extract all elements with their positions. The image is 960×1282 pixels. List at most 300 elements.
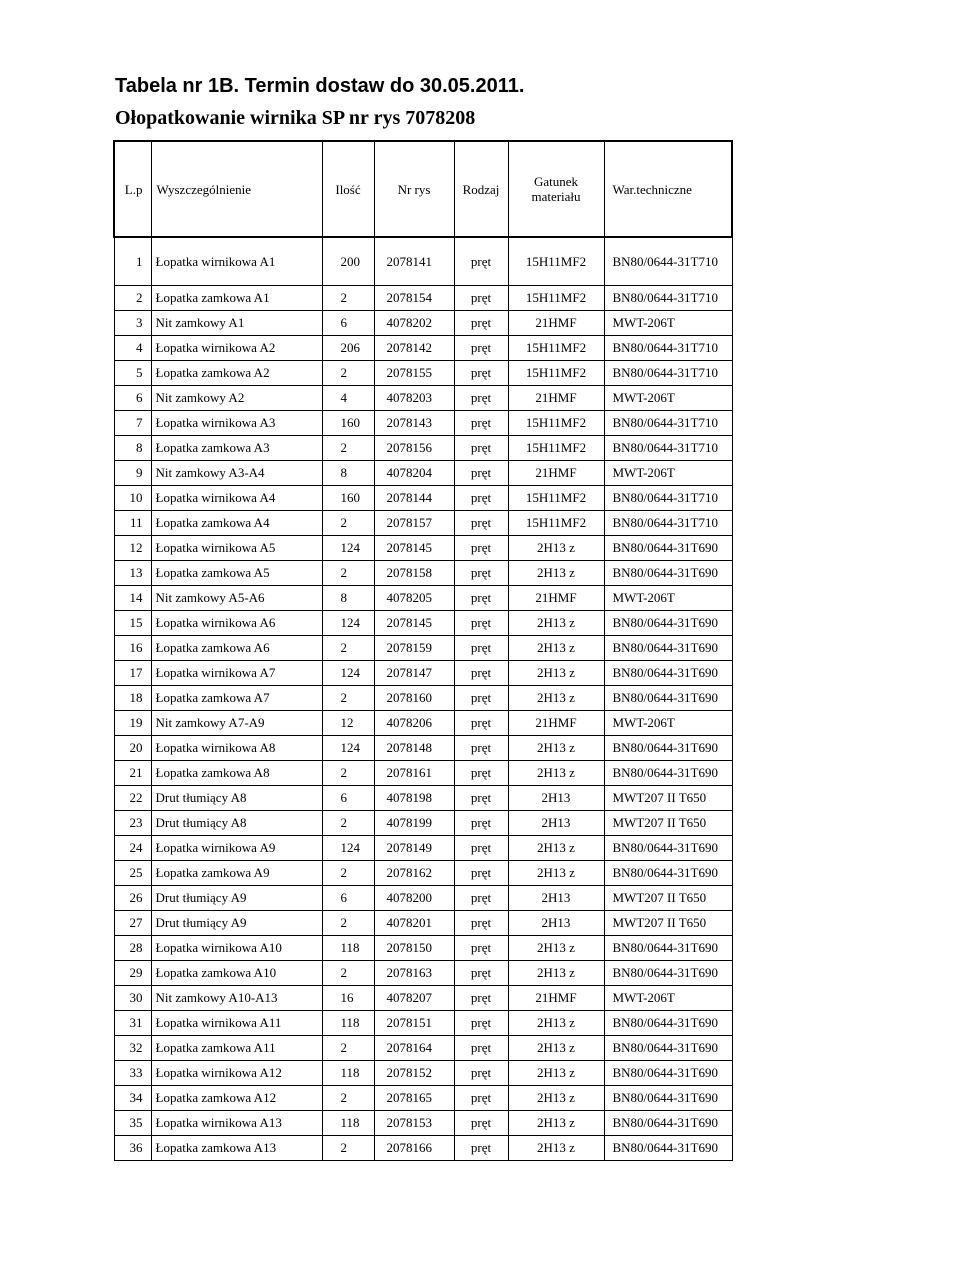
- cell-war: MWT-206T: [604, 711, 732, 736]
- cell-war: BN80/0644-31T690: [604, 961, 732, 986]
- cell-qty: 2: [322, 761, 374, 786]
- cell-name: Nit zamkowy A10-A13: [151, 986, 322, 1011]
- cell-lp: 10: [114, 486, 151, 511]
- table-row: [114, 961, 732, 986]
- cell-nr: 2078151: [374, 1011, 454, 1036]
- parts-table: [113, 140, 733, 1161]
- cell-lp: 36: [114, 1136, 151, 1161]
- cell-gatunek: 2H13: [508, 911, 604, 936]
- header-gatunek-line1: Gatunek: [533, 174, 579, 189]
- cell-gatunek: 2H13 z: [508, 936, 604, 961]
- cell-qty: 160: [322, 486, 374, 511]
- cell-gatunek: 2H13: [508, 811, 604, 836]
- cell-nr: 2078159: [374, 636, 454, 661]
- table-row: [114, 886, 732, 911]
- header-name: Wyszczególnienie: [151, 141, 322, 237]
- cell-war: BN80/0644-31T690: [604, 1011, 732, 1036]
- table-row: [114, 311, 732, 336]
- cell-war: BN80/0644-31T710: [604, 486, 732, 511]
- cell-nr: 2078145: [374, 536, 454, 561]
- cell-nr: 4078207: [374, 986, 454, 1011]
- cell-lp: 34: [114, 1086, 151, 1111]
- cell-rodzaj: pręt: [454, 836, 508, 861]
- cell-gatunek: 2H13 z: [508, 1111, 604, 1136]
- cell-nr: 2078158: [374, 561, 454, 586]
- cell-rodzaj: pręt: [454, 686, 508, 711]
- cell-nr: 4078202: [374, 311, 454, 336]
- table-header-row: [114, 141, 732, 237]
- cell-name: Drut tłumiący A8: [151, 786, 322, 811]
- cell-rodzaj: pręt: [454, 1011, 508, 1036]
- cell-lp: 5: [114, 361, 151, 386]
- cell-name: Łopatka wirnikowa A10: [151, 936, 322, 961]
- table-row: [114, 686, 732, 711]
- cell-lp: 28: [114, 936, 151, 961]
- table-row: [114, 611, 732, 636]
- cell-rodzaj: pręt: [454, 886, 508, 911]
- cell-lp: 13: [114, 561, 151, 586]
- cell-qty: 2: [322, 1136, 374, 1161]
- cell-qty: 200: [322, 237, 374, 286]
- cell-lp: 27: [114, 911, 151, 936]
- cell-rodzaj: pręt: [454, 586, 508, 611]
- cell-rodzaj: pręt: [454, 761, 508, 786]
- cell-rodzaj: pręt: [454, 461, 508, 486]
- table-row: [114, 861, 732, 886]
- cell-name: Łopatka wirnikowa A5: [151, 536, 322, 561]
- cell-qty: 206: [322, 336, 374, 361]
- cell-war: MWT-206T: [604, 461, 732, 486]
- cell-gatunek: 2H13 z: [508, 1036, 604, 1061]
- cell-rodzaj: pręt: [454, 786, 508, 811]
- cell-rodzaj: pręt: [454, 361, 508, 386]
- cell-gatunek: 15H11MF2: [508, 511, 604, 536]
- cell-lp: 3: [114, 311, 151, 336]
- cell-lp: 29: [114, 961, 151, 986]
- cell-gatunek: 21HMF: [508, 711, 604, 736]
- cell-nr: 4078206: [374, 711, 454, 736]
- cell-name: Łopatka zamkowa A7: [151, 686, 322, 711]
- cell-lp: 19: [114, 711, 151, 736]
- cell-lp: 8: [114, 436, 151, 461]
- cell-name: Łopatka zamkowa A6: [151, 636, 322, 661]
- cell-rodzaj: pręt: [454, 237, 508, 286]
- cell-nr: 2078160: [374, 686, 454, 711]
- cell-gatunek: 15H11MF2: [508, 411, 604, 436]
- cell-name: Drut tłumiący A8: [151, 811, 322, 836]
- cell-lp: 25: [114, 861, 151, 886]
- cell-qty: 118: [322, 936, 374, 961]
- cell-war: MWT-206T: [604, 386, 732, 411]
- cell-qty: 6: [322, 786, 374, 811]
- cell-qty: 124: [322, 661, 374, 686]
- cell-nr: 2078150: [374, 936, 454, 961]
- cell-qty: 2: [322, 511, 374, 536]
- cell-qty: 2: [322, 686, 374, 711]
- document-title: Tabela nr 1B. Termin dostaw do 30.05.2011.: [115, 75, 525, 97]
- table-row: [114, 436, 732, 461]
- cell-rodzaj: pręt: [454, 411, 508, 436]
- cell-qty: 2: [322, 811, 374, 836]
- cell-nr: 4078204: [374, 461, 454, 486]
- cell-nr: 2078141: [374, 237, 454, 286]
- header-lp: L.p: [114, 141, 151, 237]
- cell-war: BN80/0644-31T690: [604, 1036, 732, 1061]
- table-row: [114, 736, 732, 761]
- document-subtitle: Ołopatkowanie wirnika SP nr rys 7078208: [115, 107, 476, 129]
- cell-name: Łopatka zamkowa A5: [151, 561, 322, 586]
- cell-war: BN80/0644-31T690: [604, 686, 732, 711]
- cell-qty: 2: [322, 861, 374, 886]
- cell-name: Nit zamkowy A5-A6: [151, 586, 322, 611]
- cell-qty: 118: [322, 1111, 374, 1136]
- cell-gatunek: 2H13 z: [508, 661, 604, 686]
- table-row: [114, 711, 732, 736]
- cell-gatunek: 2H13 z: [508, 1011, 604, 1036]
- cell-lp: 15: [114, 611, 151, 636]
- cell-war: BN80/0644-31T690: [604, 1061, 732, 1086]
- cell-lp: 35: [114, 1111, 151, 1136]
- cell-nr: 2078152: [374, 1061, 454, 1086]
- cell-qty: 6: [322, 311, 374, 336]
- cell-gatunek: 15H11MF2: [508, 436, 604, 461]
- cell-name: Łopatka wirnikowa A11: [151, 1011, 322, 1036]
- cell-war: BN80/0644-31T710: [604, 237, 732, 286]
- cell-name: Łopatka zamkowa A3: [151, 436, 322, 461]
- cell-qty: 124: [322, 536, 374, 561]
- cell-lp: 17: [114, 661, 151, 686]
- cell-qty: 12: [322, 711, 374, 736]
- cell-rodzaj: pręt: [454, 636, 508, 661]
- cell-gatunek: 15H11MF2: [508, 361, 604, 386]
- cell-nr: 2078155: [374, 361, 454, 386]
- cell-qty: 2: [322, 286, 374, 311]
- cell-name: Łopatka wirnikowa A8: [151, 736, 322, 761]
- cell-qty: 118: [322, 1011, 374, 1036]
- cell-lp: 22: [114, 786, 151, 811]
- cell-name: Łopatka wirnikowa A4: [151, 486, 322, 511]
- table-row: [114, 1136, 732, 1161]
- cell-name: Łopatka wirnikowa A3: [151, 411, 322, 436]
- table-row: [114, 336, 732, 361]
- cell-gatunek: 2H13 z: [508, 1086, 604, 1111]
- cell-rodzaj: pręt: [454, 286, 508, 311]
- cell-qty: 8: [322, 461, 374, 486]
- cell-qty: 160: [322, 411, 374, 436]
- cell-gatunek: 21HMF: [508, 586, 604, 611]
- cell-lp: 2: [114, 286, 151, 311]
- cell-war: BN80/0644-31T690: [604, 736, 732, 761]
- cell-gatunek: 2H13: [508, 886, 604, 911]
- cell-rodzaj: pręt: [454, 911, 508, 936]
- cell-war: MWT207 II T650: [604, 811, 732, 836]
- table-row: [114, 1111, 732, 1136]
- table-row: [114, 361, 732, 386]
- cell-rodzaj: pręt: [454, 336, 508, 361]
- cell-qty: 118: [322, 1061, 374, 1086]
- cell-lp: 23: [114, 811, 151, 836]
- cell-gatunek: 15H11MF2: [508, 286, 604, 311]
- cell-rodzaj: pręt: [454, 661, 508, 686]
- table-row: [114, 636, 732, 661]
- cell-name: Nit zamkowy A1: [151, 311, 322, 336]
- cell-lp: 7: [114, 411, 151, 436]
- cell-war: BN80/0644-31T690: [604, 661, 732, 686]
- cell-gatunek: 2H13 z: [508, 636, 604, 661]
- cell-name: Łopatka wirnikowa A12: [151, 1061, 322, 1086]
- table-row: [114, 661, 732, 686]
- cell-name: Drut tłumiący A9: [151, 911, 322, 936]
- cell-nr: 2078145: [374, 611, 454, 636]
- cell-gatunek: 2H13: [508, 786, 604, 811]
- cell-qty: 6: [322, 886, 374, 911]
- cell-gatunek: 15H11MF2: [508, 336, 604, 361]
- cell-war: BN80/0644-31T710: [604, 411, 732, 436]
- table-row: [114, 986, 732, 1011]
- cell-war: BN80/0644-31T690: [604, 836, 732, 861]
- cell-rodzaj: pręt: [454, 1061, 508, 1086]
- cell-name: Nit zamkowy A7-A9: [151, 711, 322, 736]
- table-row: [114, 786, 732, 811]
- cell-nr: 4078198: [374, 786, 454, 811]
- table-row: [114, 561, 732, 586]
- table-row: [114, 811, 732, 836]
- table-row: [114, 836, 732, 861]
- cell-lp: 32: [114, 1036, 151, 1061]
- cell-lp: 16: [114, 636, 151, 661]
- cell-war: BN80/0644-31T710: [604, 336, 732, 361]
- table-row: [114, 386, 732, 411]
- cell-lp: 30: [114, 986, 151, 1011]
- cell-war: BN80/0644-31T690: [604, 761, 732, 786]
- cell-rodzaj: pręt: [454, 861, 508, 886]
- cell-name: Łopatka wirnikowa A9: [151, 836, 322, 861]
- cell-war: BN80/0644-31T690: [604, 536, 732, 561]
- cell-nr: 4078203: [374, 386, 454, 411]
- cell-war: BN80/0644-31T710: [604, 511, 732, 536]
- table-row: [114, 1061, 732, 1086]
- cell-gatunek: 2H13 z: [508, 961, 604, 986]
- cell-nr: 4078205: [374, 586, 454, 611]
- cell-lp: 26: [114, 886, 151, 911]
- table-row: [114, 536, 732, 561]
- cell-qty: 8: [322, 586, 374, 611]
- cell-gatunek: 2H13 z: [508, 736, 604, 761]
- cell-qty: 2: [322, 961, 374, 986]
- cell-rodzaj: pręt: [454, 1136, 508, 1161]
- header-rodzaj: Rodzaj: [454, 141, 508, 237]
- cell-nr: 2078166: [374, 1136, 454, 1161]
- cell-war: BN80/0644-31T690: [604, 561, 732, 586]
- cell-gatunek: 2H13 z: [508, 536, 604, 561]
- cell-war: MWT207 II T650: [604, 886, 732, 911]
- cell-lp: 33: [114, 1061, 151, 1086]
- cell-gatunek: 2H13 z: [508, 1061, 604, 1086]
- cell-nr: 2078164: [374, 1036, 454, 1061]
- cell-lp: 24: [114, 836, 151, 861]
- table-row: [114, 461, 732, 486]
- cell-lp: 4: [114, 336, 151, 361]
- table-body: [114, 237, 732, 1161]
- cell-qty: 2: [322, 436, 374, 461]
- cell-nr: 2078142: [374, 336, 454, 361]
- cell-name: Łopatka wirnikowa A2: [151, 336, 322, 361]
- cell-qty: 124: [322, 736, 374, 761]
- cell-rodzaj: pręt: [454, 1086, 508, 1111]
- cell-rodzaj: pręt: [454, 311, 508, 336]
- table-row: [114, 411, 732, 436]
- cell-nr: 2078156: [374, 436, 454, 461]
- cell-rodzaj: pręt: [454, 436, 508, 461]
- cell-war: MWT207 II T650: [604, 786, 732, 811]
- table-row: [114, 586, 732, 611]
- cell-war: BN80/0644-31T690: [604, 1111, 732, 1136]
- cell-gatunek: 21HMF: [508, 311, 604, 336]
- cell-name: Łopatka zamkowa A9: [151, 861, 322, 886]
- cell-lp: 9: [114, 461, 151, 486]
- cell-war: BN80/0644-31T690: [604, 1086, 732, 1111]
- cell-name: Łopatka wirnikowa A7: [151, 661, 322, 686]
- table-row: [114, 1011, 732, 1036]
- table-row: [114, 1036, 732, 1061]
- header-nr: Nr rys: [374, 141, 454, 237]
- cell-name: Łopatka wirnikowa A13: [151, 1111, 322, 1136]
- cell-rodzaj: pręt: [454, 986, 508, 1011]
- cell-gatunek: 21HMF: [508, 386, 604, 411]
- cell-gatunek: 2H13 z: [508, 611, 604, 636]
- cell-name: Łopatka zamkowa A8: [151, 761, 322, 786]
- cell-nr: 4078199: [374, 811, 454, 836]
- cell-qty: 2: [322, 911, 374, 936]
- cell-war: MWT-206T: [604, 986, 732, 1011]
- cell-gatunek: 21HMF: [508, 461, 604, 486]
- cell-qty: 2: [322, 1086, 374, 1111]
- table-row: [114, 511, 732, 536]
- cell-nr: 2078153: [374, 1111, 454, 1136]
- cell-rodzaj: pręt: [454, 1036, 508, 1061]
- cell-nr: 2078162: [374, 861, 454, 886]
- cell-war: MWT-206T: [604, 586, 732, 611]
- cell-name: Łopatka zamkowa A1: [151, 286, 322, 311]
- header-gatunek: [508, 141, 604, 237]
- cell-war: MWT207 II T650: [604, 911, 732, 936]
- cell-war: BN80/0644-31T690: [604, 636, 732, 661]
- header-gatunek-line2: materiału: [531, 189, 581, 204]
- cell-nr: 2078154: [374, 286, 454, 311]
- table-row: [114, 237, 732, 286]
- cell-gatunek: 2H13 z: [508, 836, 604, 861]
- table-row: [114, 286, 732, 311]
- table-row: [114, 936, 732, 961]
- cell-nr: 2078144: [374, 486, 454, 511]
- cell-name: Łopatka wirnikowa A6: [151, 611, 322, 636]
- cell-name: Drut tłumiący A9: [151, 886, 322, 911]
- cell-gatunek: 2H13 z: [508, 1136, 604, 1161]
- cell-name: Łopatka zamkowa A4: [151, 511, 322, 536]
- cell-gatunek: 2H13 z: [508, 686, 604, 711]
- table-row: [114, 1086, 732, 1111]
- cell-gatunek: 15H11MF2: [508, 237, 604, 286]
- cell-qty: 2: [322, 636, 374, 661]
- cell-nr: 2078147: [374, 661, 454, 686]
- cell-name: Nit zamkowy A3-A4: [151, 461, 322, 486]
- cell-war: BN80/0644-31T690: [604, 861, 732, 886]
- cell-war: MWT-206T: [604, 311, 732, 336]
- header-qty: Ilość: [322, 141, 374, 237]
- table-row: [114, 911, 732, 936]
- cell-rodzaj: pręt: [454, 511, 508, 536]
- cell-name: Łopatka zamkowa A2: [151, 361, 322, 386]
- cell-war: BN80/0644-31T710: [604, 436, 732, 461]
- cell-qty: 2: [322, 361, 374, 386]
- cell-nr: 4078200: [374, 886, 454, 911]
- cell-name: Łopatka zamkowa A13: [151, 1136, 322, 1161]
- cell-nr: 2078165: [374, 1086, 454, 1111]
- cell-name: Łopatka zamkowa A11: [151, 1036, 322, 1061]
- cell-nr: 2078163: [374, 961, 454, 986]
- cell-war: BN80/0644-31T710: [604, 286, 732, 311]
- cell-qty: 4: [322, 386, 374, 411]
- table-row: [114, 761, 732, 786]
- cell-rodzaj: pręt: [454, 486, 508, 511]
- cell-rodzaj: pręt: [454, 1111, 508, 1136]
- cell-nr: 2078157: [374, 511, 454, 536]
- cell-gatunek: 21HMF: [508, 986, 604, 1011]
- cell-war: BN80/0644-31T690: [604, 611, 732, 636]
- cell-rodzaj: pręt: [454, 711, 508, 736]
- cell-lp: 6: [114, 386, 151, 411]
- cell-gatunek: 2H13 z: [508, 761, 604, 786]
- cell-gatunek: 2H13 z: [508, 561, 604, 586]
- cell-war: BN80/0644-31T690: [604, 1136, 732, 1161]
- cell-rodzaj: pręt: [454, 561, 508, 586]
- cell-qty: 124: [322, 836, 374, 861]
- header-war: War.techniczne: [604, 141, 732, 237]
- cell-qty: 124: [322, 611, 374, 636]
- cell-nr: 2078161: [374, 761, 454, 786]
- cell-war: BN80/0644-31T690: [604, 936, 732, 961]
- cell-gatunek: 2H13 z: [508, 861, 604, 886]
- cell-rodzaj: pręt: [454, 936, 508, 961]
- cell-lp: 20: [114, 736, 151, 761]
- cell-rodzaj: pręt: [454, 811, 508, 836]
- cell-qty: 2: [322, 561, 374, 586]
- cell-lp: 18: [114, 686, 151, 711]
- cell-nr: 2078149: [374, 836, 454, 861]
- cell-name: Nit zamkowy A2: [151, 386, 322, 411]
- cell-lp: 14: [114, 586, 151, 611]
- cell-lp: 11: [114, 511, 151, 536]
- cell-name: Łopatka zamkowa A10: [151, 961, 322, 986]
- table-row: [114, 486, 732, 511]
- cell-lp: 31: [114, 1011, 151, 1036]
- cell-qty: 16: [322, 986, 374, 1011]
- cell-nr: 2078143: [374, 411, 454, 436]
- cell-rodzaj: pręt: [454, 611, 508, 636]
- cell-rodzaj: pręt: [454, 736, 508, 761]
- cell-rodzaj: pręt: [454, 386, 508, 411]
- cell-rodzaj: pręt: [454, 536, 508, 561]
- cell-nr: 2078148: [374, 736, 454, 761]
- cell-qty: 2: [322, 1036, 374, 1061]
- cell-lp: 12: [114, 536, 151, 561]
- cell-rodzaj: pręt: [454, 961, 508, 986]
- cell-gatunek: 15H11MF2: [508, 486, 604, 511]
- cell-war: BN80/0644-31T710: [604, 361, 732, 386]
- cell-lp: 21: [114, 761, 151, 786]
- cell-lp: 1: [114, 237, 151, 286]
- cell-name: Łopatka zamkowa A12: [151, 1086, 322, 1111]
